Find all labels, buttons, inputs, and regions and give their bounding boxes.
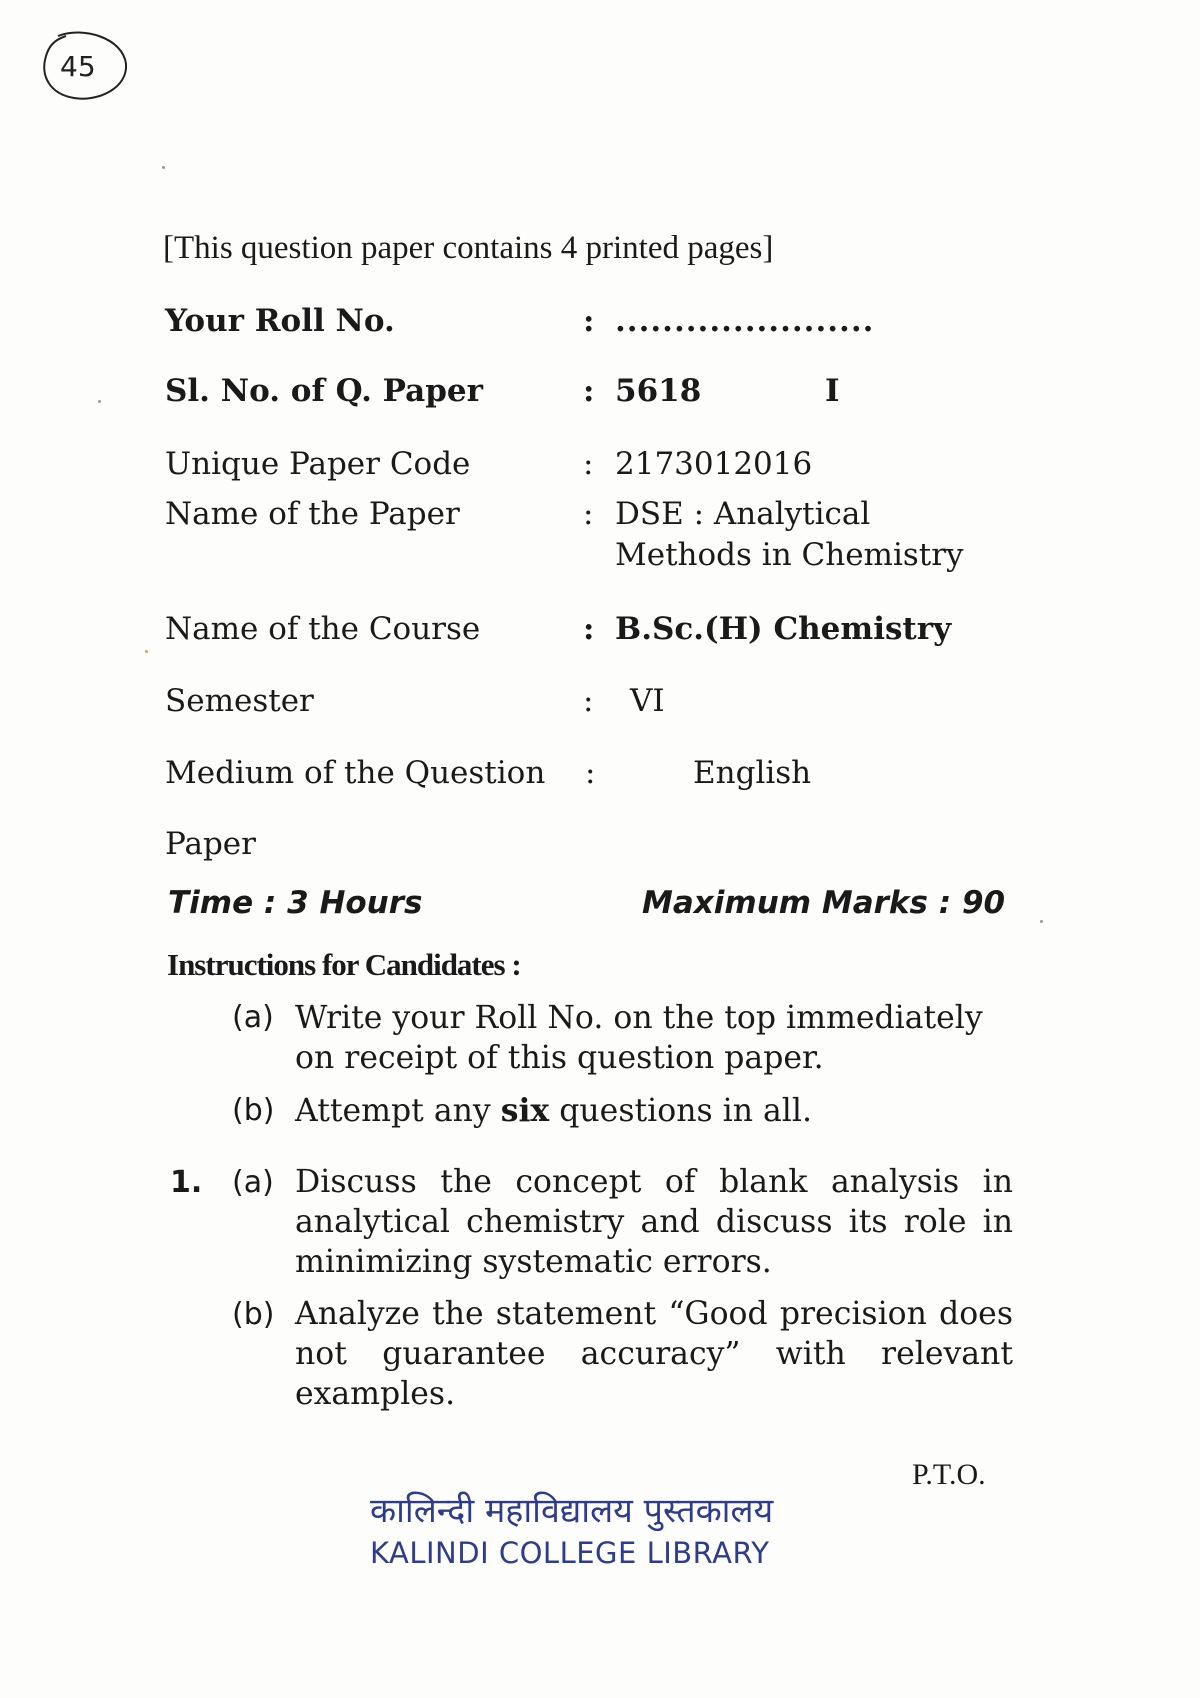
roll-no-blank: ...................... — [615, 303, 875, 339]
scan-speck — [145, 650, 148, 653]
question-part-tag-b: (b) — [232, 1297, 275, 1332]
instructions-title: Instructions for Candidates : — [167, 947, 521, 982]
medium-colon: : — [585, 755, 596, 791]
instruction-b-text — [295, 1091, 1015, 1131]
semester-label: Semester — [165, 683, 314, 719]
medium-label-line2: Paper — [165, 826, 256, 862]
question-part-tag-a: (a) — [232, 1165, 274, 1200]
instruction-a-text: Write your Roll No. on the top immediately on receipt of this question paper. — [295, 1000, 983, 1076]
library-stamp-hindi: कालिन्दी महाविद्यालय पुस्तकालय — [370, 1491, 774, 1531]
scan-speck — [1040, 920, 1043, 923]
serial-no-label: Sl. No. of Q. Paper — [165, 373, 483, 409]
paper-code-label: Unique Paper Code — [165, 446, 471, 482]
course-name-value: B.Sc.(H) Chemistry — [615, 611, 952, 647]
paper-name-colon: : — [583, 496, 594, 532]
circled-margin-note — [38, 28, 130, 104]
roll-no-label: Your Roll No. — [165, 303, 395, 339]
library-stamp-english: KALINDI COLLEGE LIBRARY — [370, 1536, 770, 1570]
paper-code-colon: : — [583, 446, 594, 482]
serial-no-colon: : — [583, 373, 595, 409]
instruction-b-emphasis: six — [500, 1092, 550, 1129]
maximum-marks: Maximum Marks : 90 — [642, 885, 1006, 921]
roll-no-colon: : — [583, 303, 595, 339]
serial-no-value: 5618 — [615, 373, 702, 409]
paper-name-label: Name of the Paper — [165, 496, 460, 532]
scan-speck — [162, 166, 165, 169]
course-name-colon: : — [583, 611, 595, 647]
question-part-b-text: Analyze the statement “Good precision does not guarantee accuracy” with relevant examples. — [295, 1296, 1013, 1412]
medium-label: Medium of the Question — [165, 755, 546, 791]
paper-name-value: DSE : Analytical — [615, 496, 871, 532]
scan-speck — [98, 400, 101, 403]
paper-code-value: 2173012016 — [615, 446, 813, 482]
semester-value: VI — [630, 683, 665, 719]
page-count-header: [This question paper contains 4 printed pages] — [163, 230, 774, 266]
margin-note-text: 45 — [60, 50, 96, 83]
question-number: 1. — [170, 1165, 203, 1200]
library-stamp — [370, 1486, 773, 1570]
semester-colon: : — [583, 683, 594, 719]
please-turn-over: P.T.O. — [912, 1458, 986, 1491]
instruction-tag-a: (a) — [232, 1000, 274, 1035]
instruction-b-pre: Attempt any — [295, 1093, 501, 1129]
course-name-label: Name of the Course — [165, 611, 481, 647]
paper-name-value-line2: Methods in Chemistry — [615, 537, 964, 573]
question-part-a-text: Discuss the concept of blank analysis in analytical chemistry and discuss its role in minimizing systematic errors. — [295, 1164, 1013, 1280]
exam-duration: Time : 3 Hours — [168, 885, 423, 921]
instruction-b-post: questions in all. — [549, 1093, 812, 1129]
serial-no-set: I — [825, 373, 840, 409]
medium-value: English — [693, 755, 812, 791]
instruction-tag-b: (b) — [232, 1093, 275, 1128]
